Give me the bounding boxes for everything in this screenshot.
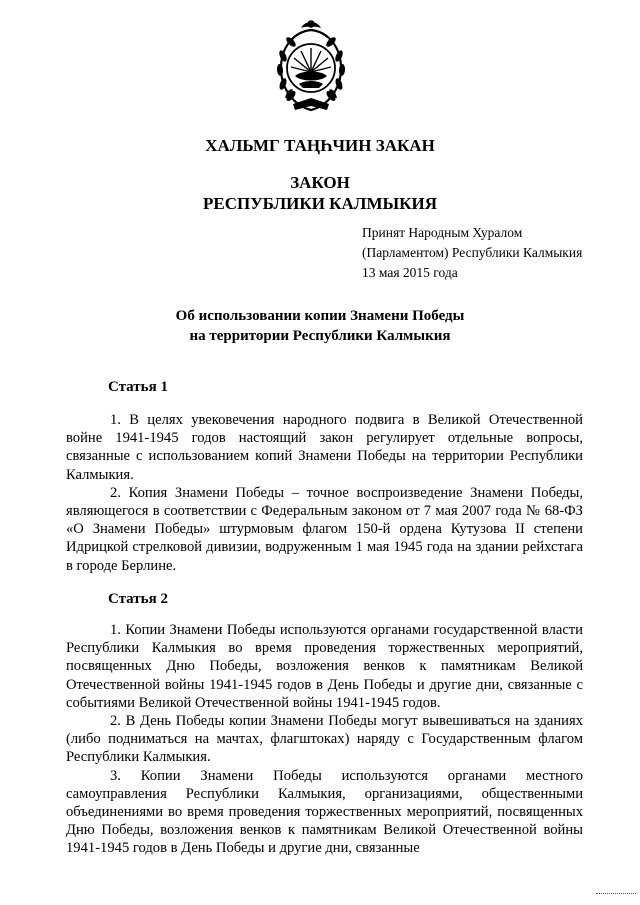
article-1-body <box>66 411 583 575</box>
article-2-paragraph-2: 2. В День Победы копии Знамени Победы могут вывешиваться на зданиях (либо подниматься на мачтах, флагштоках) наряду с Государственным флагом Республики Калмыкия. <box>66 713 583 766</box>
law-title-line1: ЗАКОН <box>290 173 350 192</box>
article-2-heading: Статья 2 <box>108 591 168 607</box>
adoption-line1: Принят Народным Хуралом <box>362 225 523 240</box>
article-2-paragraph-1: 1. Копии Знамени Победы используются органами государственной власти Республики Калмыкия во время проведения торжественных мероприятий, посвященных Дню Победы, возложения венков к памятникам Великой Отечественной войны 1941-1945 годов в День Победы и другие дни, связанные с событиями Великой Отечественной войны 1941-1945 годов. <box>66 622 583 711</box>
article-1-paragraph-1: 1. В целях увековечения народного подвига в Великой Отечественной войне 1941-1945 годов настоящий закон регулирует отдельные вопросы, связанные с использованием копий Знамени Победы на территории Республики Калмыкия. <box>66 412 583 483</box>
kalmyk-law-title: ХАЛЬМГ ТАҢҺЧИН ЗАКАН <box>205 136 435 155</box>
law-title-line2: РЕСПУБЛИКИ КАЛМЫКИЯ <box>202 194 438 213</box>
page-corner-mark <box>596 893 636 894</box>
adoption-note <box>362 223 582 283</box>
article-2-paragraph-3: 3. Копии Знамени Победы используются органами местного самоуправления Республики Калмыкия, организациями, общественными объединениями во время проведения торжественных мероприятий, посвященных Дню Победы, возложения венков к памятникам Великой Отечественной войны 1941-1945 годов в День Победы и другие дни, связанные <box>66 767 583 857</box>
adoption-date: 13 мая 2015 года <box>362 265 458 280</box>
subject-line1: Об использовании копии Знамени Победы <box>175 308 465 324</box>
adoption-line2: (Парламентом) Республики Калмыкия <box>362 245 583 260</box>
article-2-body <box>66 621 583 858</box>
coat-of-arms-icon <box>271 18 351 116</box>
law-title <box>0 172 640 214</box>
subject-line2: на территории Республики Калмыкия <box>189 328 451 344</box>
article-1-heading: Статья 1 <box>108 379 168 395</box>
law-subject <box>0 306 640 346</box>
article-1-paragraph-2: 2. Копия Знамени Победы – точное воспроизведение Знамени Победы, являющегося в соответствии с Федеральным законом от 7 мая 2007 года № 68-ФЗ «О Знамени Победы» штурмовым флагом 150-й ордена Кутузова II степени Идрицкой стрелковой дивизии, водруженным 1 мая 1945 года на здании рейхстага в городе Берлине. <box>66 484 583 574</box>
